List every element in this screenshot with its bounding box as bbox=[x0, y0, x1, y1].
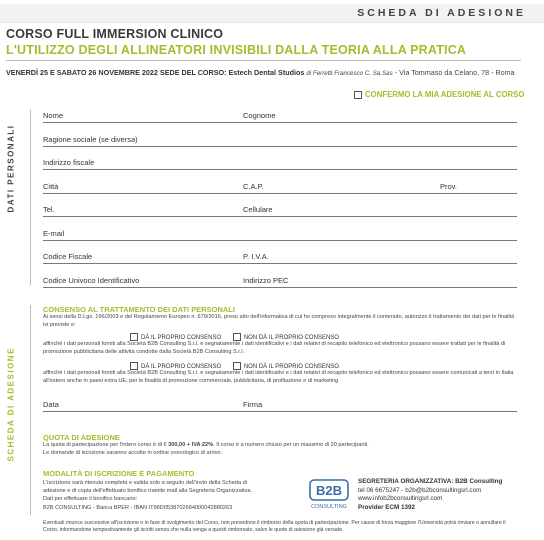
course-title: CORSO FULL IMMERSION CLINICO bbox=[6, 27, 224, 41]
title-divider bbox=[6, 60, 521, 61]
field-row-date-signature[interactable] bbox=[43, 399, 517, 412]
quota-line-2: Le domande di iscrizione saranno accolte in ordine cronologico di arrivo. bbox=[43, 450, 223, 456]
venue-address: - Via Tommaso da Celano, 78 - Roma bbox=[392, 68, 515, 77]
consent-options-1 bbox=[130, 333, 339, 341]
checkbox-icon[interactable] bbox=[354, 91, 362, 99]
field-row-phone[interactable] bbox=[43, 204, 517, 217]
payment-text: L'iscrizione sarà ritenuta completa e valida solo a seguito dell'invio della Scheda di adesione e di copia dell'effettuato bonifico tramite mail alla Segreteria Organizzativa. Dati per effettuare il bonifico bancario: B2B CONSULTING - Banca BPER - IBAN IT98D0538702684000042880263 bbox=[43, 479, 305, 512]
consent1-deny-option[interactable]: NON DÀ IL PROPRIO CONSENSO bbox=[233, 335, 339, 341]
svg-text:CONSULTING: CONSULTING bbox=[311, 504, 347, 510]
surname-label: Cognome bbox=[243, 111, 276, 120]
email-label: E-mail bbox=[43, 229, 65, 238]
organization-website[interactable]: www.infob2bconsultingsrl.com bbox=[358, 495, 443, 503]
name-label: Nome bbox=[43, 111, 64, 120]
personal-side-line bbox=[30, 110, 31, 285]
signature-label: Firma bbox=[243, 400, 263, 409]
confirm-label: CONFERMO LA MIA ADESIONE AL CORSO bbox=[365, 90, 525, 99]
province-label: Prov. bbox=[440, 182, 457, 191]
checkbox-icon[interactable] bbox=[233, 362, 241, 370]
organization-title: SEGRETERIA ORGANIZZATIVA: B2B Consulting bbox=[358, 478, 503, 485]
scheda-side-label: SCHEDA DI ADESIONE bbox=[6, 347, 16, 462]
consent-text-2: affinché i dati personali forniti alla Società B2B Consulting S.r.l. e segnatamente i dati identificativi e i dati relativi di recapito telefonico ed elettronico possano essere comunicati a terzi in Italia all'estero anche in paesi extra UE, per le finalità di promozione commerciale, pubblicitaria, di profilazione e di marketing bbox=[43, 370, 514, 384]
field-row-fiscal[interactable] bbox=[43, 251, 517, 264]
checkbox-icon[interactable] bbox=[130, 362, 138, 370]
phone-label: Tel. bbox=[43, 205, 55, 214]
venue-detail: di Ferretti Francesco C. Sa.Sas bbox=[306, 70, 393, 77]
scheda-side-line bbox=[30, 305, 31, 515]
checkbox-icon[interactable] bbox=[233, 333, 241, 341]
consent2-give-option[interactable]: DÀ IL PROPRIO CONSENSO bbox=[130, 364, 221, 370]
b2b-logo-icon bbox=[307, 479, 351, 513]
quota-price: 300,00 + IVA 22% bbox=[168, 442, 214, 448]
unique-code-label: Codice Univoco Identificativo bbox=[43, 276, 140, 285]
consent-options-2 bbox=[130, 362, 339, 370]
iban-line: B2B CONSULTING - Banca BPER - IBAN IT98D0538702684000042880263 bbox=[43, 504, 233, 511]
course-dates: VENERDÌ 25 E SABATO 26 bbox=[6, 68, 99, 77]
mobile-label: Cellulare bbox=[243, 205, 273, 214]
consent-text-1: affinché i dati personali forniti alla Società B2B Consulting S.r.l. e segnatamente i dati identificativi e i dati relativi di recapito telefonico ed elettronico possano essere trattati per le finalità di promozione pubblicitaria delle attività condotte dalla Società B2B Consulting S.r.l. bbox=[43, 341, 506, 355]
quota-line-1: La quota di partecipazione per l'intero corso è di € 300,00 + IVA 22%. Il corso è a numero chiuso per un massimo di 20 partecipanti. bbox=[43, 442, 369, 448]
payment-title: MODALITÀ DI ISCRIZIONE E PAGAMENTO bbox=[43, 469, 195, 478]
organization-info bbox=[358, 478, 502, 512]
field-row-email[interactable] bbox=[43, 228, 517, 241]
address-label: Indirizzo fiscale bbox=[43, 158, 95, 167]
consent2-deny-option[interactable]: NON DÀ IL PROPRIO CONSENSO bbox=[233, 364, 339, 370]
vat-label: P. I.V.A. bbox=[243, 252, 269, 261]
footer-note: Eventuali rinunce successive all'iscrizione o in fase di svolgimento del Corso, non prevedono il rimborso della quota di partecipazione. Per cause di forza maggiore l'Università potrà rinviare o annullare il Corso, informandone tempestivamente gli iscritti senza che nulla venga a questi rimborsato, salvo le quote di adesione già versate. bbox=[43, 520, 506, 533]
svg-text:B2B: B2B bbox=[315, 483, 343, 498]
field-row-address[interactable] bbox=[43, 157, 517, 170]
quota-title: QUOTA DI ADESIONE bbox=[43, 433, 120, 442]
checkbox-icon[interactable] bbox=[130, 333, 138, 341]
field-row-unique-code[interactable] bbox=[43, 275, 517, 288]
field-row-city[interactable] bbox=[43, 181, 517, 194]
consent-intro: Ai sensi della D.Lgs. 196/2003 e del Regolamento Europeo n. 679/2016, preso atto dell'informativa di cui ho compreso integralmente il contenuto, autorizzo il trattamento dei dati per le finalità ivi previste e: bbox=[43, 314, 515, 328]
company-label: Ragione sociale (se diversa) bbox=[43, 135, 138, 144]
course-subtitle: L'UTILIZZO DEGLI ALLINEATORI INVISIBILI DALLA TEORIA ALLA PRATICA bbox=[6, 43, 467, 57]
city-label: Città bbox=[43, 182, 59, 191]
page-header-title: SCHEDA DI ADESIONE bbox=[357, 7, 526, 19]
consent1-give-option[interactable]: DÀ IL PROPRIO CONSENSO bbox=[130, 335, 221, 341]
course-month: NOVEMBRE 2022 bbox=[98, 68, 158, 77]
pec-label: Indirizzo PEC bbox=[243, 276, 289, 285]
field-row-name[interactable] bbox=[43, 110, 517, 123]
date-label: Data bbox=[43, 400, 59, 409]
b2b-logo bbox=[307, 479, 351, 513]
fiscal-code-label: Codice Fiscale bbox=[43, 252, 93, 261]
organization-contact[interactable]: tel 06 6675247 - b2b@b2bconsultingsrl.com bbox=[358, 486, 482, 494]
cap-label: C.A.P. bbox=[243, 182, 264, 191]
venue-label: SEDE DEL CORSO: Estech Dental Studios bbox=[157, 68, 307, 77]
confirm-adhesion-checkbox[interactable] bbox=[354, 90, 524, 99]
field-row-company[interactable] bbox=[43, 134, 517, 147]
course-dates-venue bbox=[6, 68, 515, 77]
consent-title: CONSENSO AL TRATTAMENTO DEI DATI PERSONALI bbox=[43, 305, 235, 314]
personal-data-side-label: DATI PERSONALI bbox=[6, 124, 16, 213]
ecm-provider: Provider ECM 1392 bbox=[358, 503, 416, 511]
